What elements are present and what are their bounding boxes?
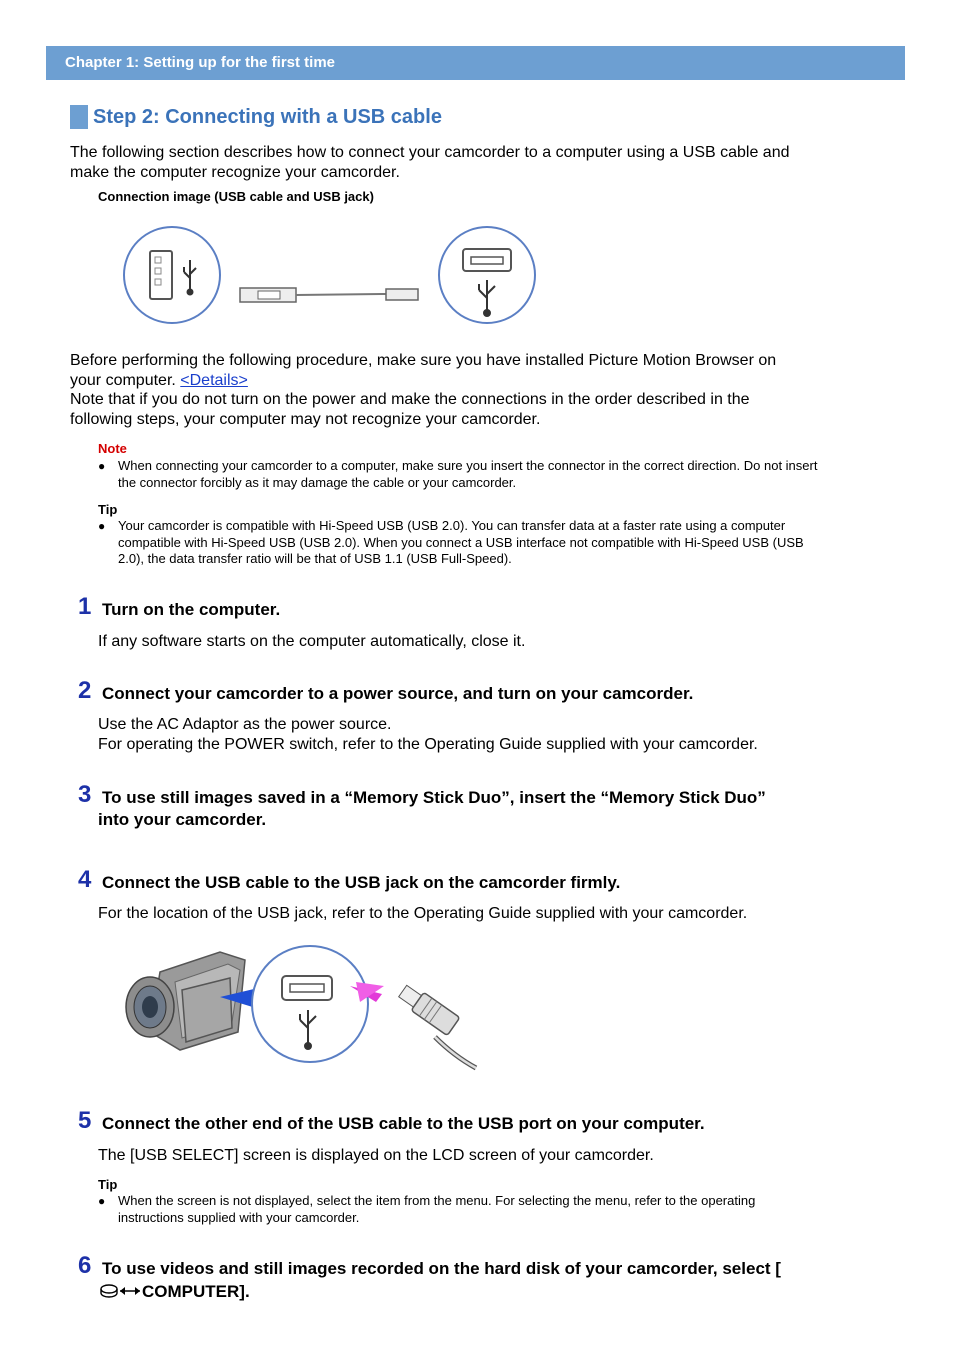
- hdd-to-computer-icon: [100, 1283, 142, 1299]
- note-label: Note: [98, 441, 127, 456]
- tip-line: Your camcorder is compatible with Hi-Speed USB (USB 2.0). You can transfer data at a faster rate using a computer: [118, 518, 786, 533]
- step-2-desc-line: Use the AC Adaptor as the power source.: [98, 716, 392, 733]
- note-line: When connecting your camcorder to a computer, make sure you insert the connector in the correct direction. Do not insert: [118, 458, 818, 473]
- section-marker: [70, 105, 88, 129]
- before-line: Before performing the following procedure, make sure you have installed Picture Motion Browser on: [70, 352, 777, 369]
- bullet-icon: ●: [98, 1194, 106, 1208]
- step-5-number: 5: [78, 1107, 92, 1134]
- tip-text: [118, 1193, 755, 1226]
- step-3-number: 3: [78, 781, 92, 808]
- step-1-number: 1: [78, 593, 92, 620]
- intro-line: make the computer recognize your camcorder.: [70, 163, 400, 181]
- before-line: Note that if you do not turn on the power and make the connections in the order described in the: [70, 391, 750, 408]
- step-5-desc: The [USB SELECT] screen is displayed on the LCD screen of your camcorder.: [98, 1147, 654, 1164]
- intro-paragraph: [70, 143, 790, 182]
- step-4-number: 4: [78, 866, 92, 893]
- step-3-title-line-1: To use still images saved in a “Memory Stick Duo”, insert the “Memory Stick Duo”: [102, 788, 766, 807]
- tip-line: 2.0), the data transfer ratio will be that of USB 1.1 (USB Full-Speed).: [118, 551, 512, 566]
- tip-line: When the screen is not displayed, select the item from the menu. For selecting the menu, refer to the operating: [118, 1193, 756, 1208]
- section-title: Step 2: Connecting with a USB cable: [93, 106, 442, 128]
- image-caption: Connection image (USB cable and USB jack): [98, 189, 374, 204]
- step-5-title: Connect the other end of the USB cable to the USB port on your computer.: [102, 1114, 705, 1133]
- step-2-number: 2: [78, 677, 92, 704]
- intro-line: The following section describes how to connect your camcorder to a computer using a USB cable and: [70, 144, 790, 161]
- step-6-title-line-1: To use videos and still images recorded on the hard disk of your camcorder, select [: [102, 1259, 781, 1278]
- step-6-title-line-2: COMPUTER].: [142, 1282, 250, 1301]
- connection-image: [118, 222, 542, 330]
- before-line-prefix: your computer.: [70, 371, 181, 389]
- before-line: following steps, your computer may not recognize your camcorder.: [70, 410, 541, 428]
- step-2-title: Connect your camcorder to a power source, and turn on your camcorder.: [102, 684, 694, 703]
- step-2-desc: [98, 715, 758, 754]
- step-1-title: Turn on the computer.: [102, 600, 281, 619]
- step-4-title: Connect the USB cable to the USB jack on the camcorder firmly.: [102, 873, 621, 892]
- chapter-header-bar: [46, 46, 905, 80]
- tip-text: [118, 518, 804, 568]
- tip-label: Tip: [98, 502, 118, 517]
- chapter-header-text: Chapter 1: Setting up for the first time: [65, 54, 336, 71]
- step-6-number: 6: [78, 1252, 92, 1279]
- details-link[interactable]: <Details>: [180, 371, 248, 389]
- before-paragraph: [70, 351, 776, 429]
- step-1-desc: If any software starts on the computer automatically, close it.: [98, 633, 526, 650]
- bullet-icon: ●: [98, 519, 106, 533]
- step-2-desc-line: For operating the POWER switch, refer to the Operating Guide supplied with your camcorder.: [98, 735, 758, 753]
- tip-label: Tip: [98, 1177, 118, 1192]
- note-line: the connector forcibly as it may damage the cable or your camcorder.: [118, 474, 517, 490]
- camcorder-usb-image: [120, 942, 482, 1072]
- step-4-desc: For the location of the USB jack, refer to the Operating Guide supplied with your camcorder.: [98, 905, 748, 922]
- step-3-title-line-2: into your camcorder.: [98, 810, 267, 829]
- bullet-icon: ●: [98, 459, 106, 473]
- tip-line: instructions supplied with your camcorder.: [118, 1209, 360, 1225]
- tip-line: compatible with Hi-Speed USB (USB 2.0). When you connect a USB interface not compatible with Hi-Speed USB (USB: [118, 534, 804, 550]
- before-line: [70, 371, 776, 391]
- note-text: [118, 458, 817, 491]
